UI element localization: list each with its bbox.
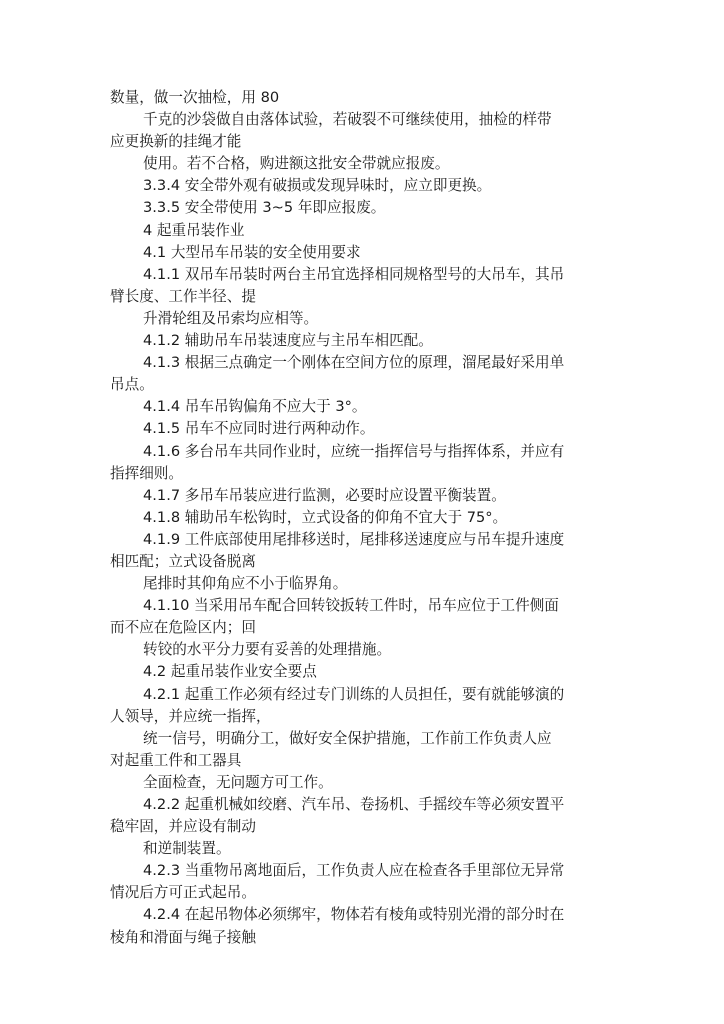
text-line: 千克的沙袋做自由落体试验，若破裂不可继续使用，抽检的样带 [143, 111, 552, 129]
text-line: 指挥细则。 [110, 464, 183, 482]
text-line: 情况后方可正式起吊。 [110, 884, 256, 902]
text-line: 臂长度、工作半径、提 [110, 287, 256, 305]
text-line: 4 起重吊装作业 [143, 221, 245, 239]
text-line: 人领导，并应统一指挥， [110, 707, 271, 725]
text-line: 4.2.2 起重机械如绞磨、汽车吊、卷扬机、手摇绞车等必须安置平 [143, 796, 565, 813]
text-line: 4.2.4 在起吊物体必须绑牢，物体若有棱角或特别光滑的部分时在 [143, 906, 565, 924]
text-line: 4.2 起重吊装作业安全要点 [143, 663, 317, 681]
text-line: 3.3.5 安全带使用 3~5 年即应报废。 [143, 199, 386, 217]
text-line: 4.1.8 辅助吊车松钩时，立式设备的仰角不宜大于 75°。 [143, 508, 508, 526]
text-line: 4.1.4 吊车吊钩偏角不应大于 3°。 [143, 398, 367, 416]
text-line: 4.2.3 当重物吊离地面后，工作负责人应在检查各手里部位无异常 [143, 862, 565, 880]
text-line: 而不应在危险区内；回 [110, 619, 256, 637]
text-line: 统一信号，明确分工，做好安全保护措施，工作前工作负责人应 [143, 729, 552, 747]
text-line: 和逆制装置。 [143, 840, 231, 858]
text-line: 数量，做一次抽检，用 80 [110, 89, 280, 106]
text-line: 4.1.10 当采用吊车配合回转铰扳转工件时，吊车应位于工件侧面 [143, 597, 559, 615]
text-line: 4.1.5 吊车不应同时进行两种动作。 [143, 420, 375, 438]
text-line: 4.1.9 工件底部使用尾排移送时，尾排移送速度应与吊车提升速度 [143, 530, 565, 548]
text-line: 棱角和滑面与绳子接触 [110, 928, 256, 946]
text-line: 使用。若不合格，购进额这批安全带就应报废。 [143, 155, 450, 173]
text-line: 吊点。 [110, 376, 154, 394]
text-line: 转铰的水平分力要有妥善的处理措施。 [143, 641, 392, 659]
text-line: 4.1.2 辅助吊车吊装速度应与主吊车相匹配。 [143, 332, 433, 350]
document-body [110, 87, 620, 949]
text-line: 应更换新的挂绳才能 [110, 133, 242, 151]
text-line: 3.3.4 安全带外观有破损或发现异味时，应立即更换。 [143, 177, 492, 195]
text-line: 相匹配；立式设备脱离 [110, 552, 256, 570]
text-line: 尾排时其仰角应不小于临界角。 [143, 575, 348, 593]
text-line: 4.1 大型吊车吊装的安全使用要求 [143, 243, 361, 261]
text-line: 4.1.3 根据三点确定一个刚体在空间方位的原理，溜尾最好采用单 [143, 354, 565, 372]
text-line: 对起重工件和工器具 [110, 751, 242, 769]
text-line: 4.2.1 起重工作必须有经过专门训练的人员担任，要有就能够演的 [143, 685, 565, 703]
text-line: 全面检查，无问题方可工作。 [143, 773, 333, 791]
text-line: 4.1.1 双吊车吊装时两台主吊宜选择相同规格型号的大吊车，其吊 [143, 265, 565, 283]
text-line: 升滑轮组及吊索均应相等。 [143, 309, 319, 327]
text-line: 稳牢固，并应设有制动 [110, 818, 256, 836]
text-line: 4.1.6 多台吊车共同作业时，应统一指挥信号与指挥体系，并应有 [143, 442, 565, 460]
text-line: 4.1.7 多吊车吊装应进行监测，必要时应设置平衡装置。 [143, 486, 506, 504]
